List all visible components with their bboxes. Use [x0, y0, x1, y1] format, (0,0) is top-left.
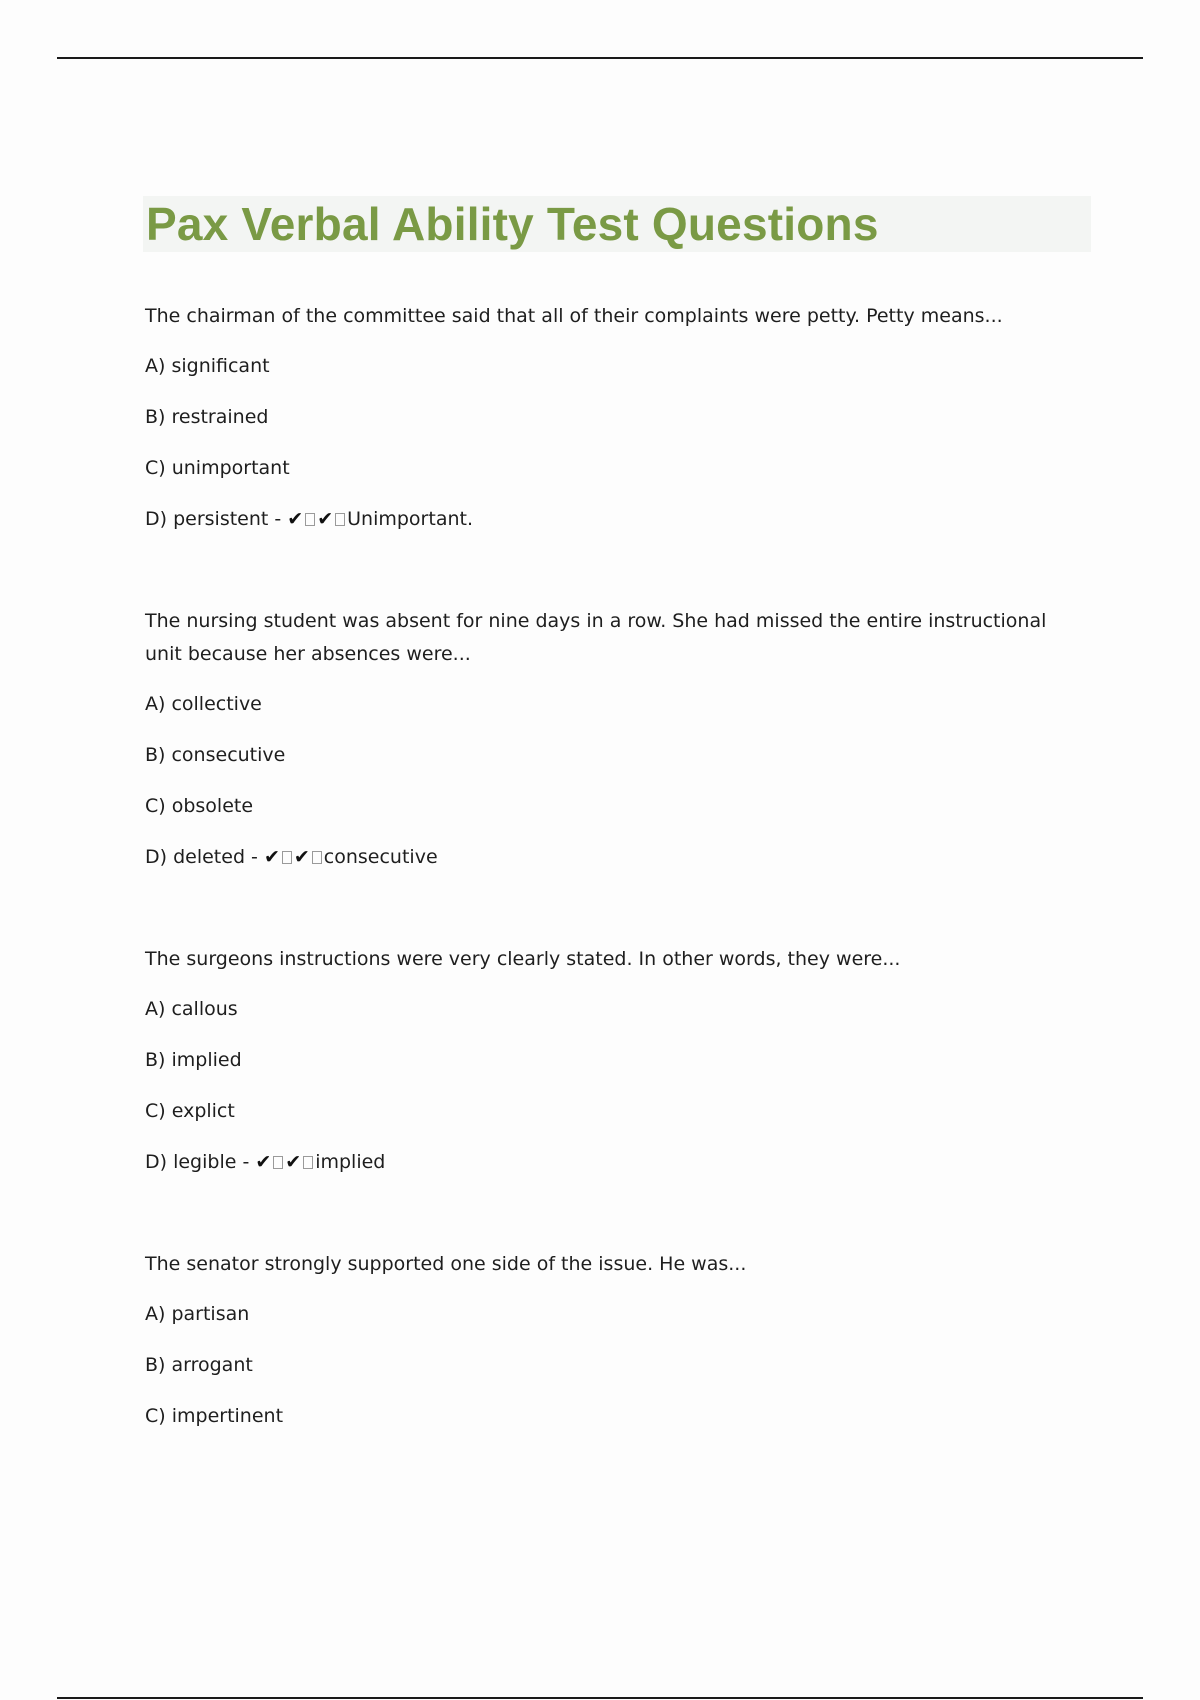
empty-box-icon: [335, 513, 345, 526]
option-a: A) collective: [145, 693, 262, 715]
question-stem: The nursing student was absent for nine days in a row. She had missed the entire instructional unit because her absences were...: [145, 610, 1047, 665]
option-d-with-answer: [145, 503, 1065, 536]
question-stem: The senator strongly supported one side of the issue. He was...: [145, 1253, 747, 1275]
option-d-with-answer: [145, 841, 1065, 874]
answer-text: consecutive: [323, 846, 438, 868]
option-a: A) partisan: [145, 1303, 250, 1325]
empty-box-icon: [312, 851, 322, 864]
check-mark-icon: ✔: [285, 1151, 302, 1173]
option-d: D) deleted -: [145, 846, 264, 868]
question-3: [145, 943, 1065, 1179]
top-rule: [57, 57, 1143, 59]
answer-text: Unimportant.: [347, 508, 473, 530]
option-d-with-answer: [145, 1146, 1065, 1179]
option-c: C) unimportant: [145, 457, 290, 479]
option-d: D) legible -: [145, 1151, 256, 1173]
option-b: B) arrogant: [145, 1354, 253, 1376]
option-b: B) restrained: [145, 406, 269, 428]
question-4: [145, 1248, 1065, 1433]
option-b: B) implied: [145, 1049, 242, 1071]
option-b: B) consecutive: [145, 744, 286, 766]
option-a: A) significant: [145, 355, 270, 377]
check-mark-icon: ✔: [293, 846, 310, 868]
question-stem: The chairman of the committee said that all of their complaints were petty. Petty means...: [145, 305, 1003, 327]
empty-box-icon: [305, 513, 315, 526]
check-mark-icon: ✔: [317, 508, 334, 530]
question-2: [145, 605, 1065, 874]
check-mark-icon: ✔: [255, 1151, 272, 1173]
empty-box-icon: [282, 851, 292, 864]
question-list: [145, 300, 1065, 1502]
check-mark-icon: ✔: [263, 846, 280, 868]
option-d: D) persistent -: [145, 508, 288, 530]
page-title: Pax Verbal Ability Test Questions: [146, 198, 879, 250]
option-c: C) impertinent: [145, 1405, 284, 1427]
option-c: C) obsolete: [145, 795, 254, 817]
bottom-rule: [57, 1697, 1143, 1699]
question-1: [145, 300, 1065, 536]
empty-box-icon: [303, 1156, 313, 1169]
check-mark-icon: ✔: [287, 508, 304, 530]
question-stem: The surgeons instructions were very clearly stated. In other words, they were...: [145, 948, 901, 970]
option-a: A) callous: [145, 998, 238, 1020]
answer-text: implied: [315, 1151, 386, 1173]
empty-box-icon: [273, 1156, 283, 1169]
option-c: C) explict: [145, 1100, 235, 1122]
